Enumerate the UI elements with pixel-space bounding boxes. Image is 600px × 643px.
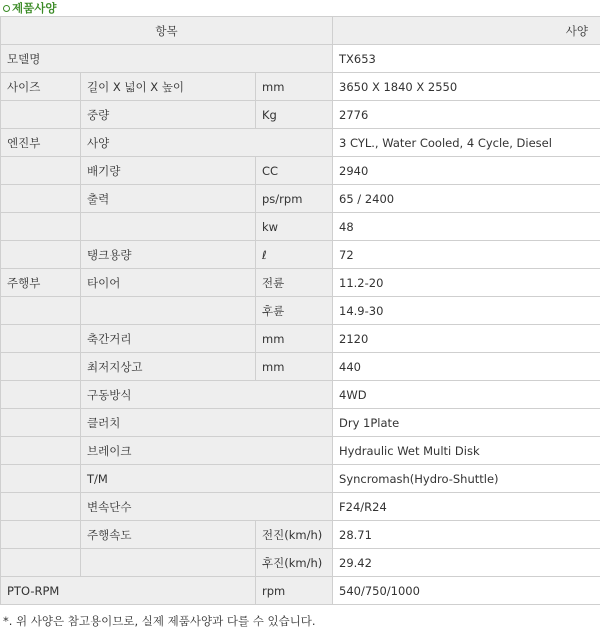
- row-value: 2776: [333, 101, 600, 129]
- table-row: [1, 73, 600, 101]
- row-group: [1, 521, 81, 549]
- row-group: [1, 297, 81, 325]
- table-row: [1, 549, 600, 577]
- row-value: 3650 X 1840 X 2550: [333, 73, 600, 101]
- row-label: 브레이크: [81, 437, 333, 465]
- row-unit: kw: [256, 213, 333, 241]
- row-group: [1, 185, 81, 213]
- row-group: [1, 157, 81, 185]
- table-row: [1, 297, 600, 325]
- row-value: 440: [333, 353, 600, 381]
- row-unit: ℓ: [256, 241, 333, 269]
- table-row: [1, 521, 600, 549]
- table-row: [1, 157, 600, 185]
- row-unit: ps/rpm: [256, 185, 333, 213]
- row-label: 타이어: [81, 269, 256, 297]
- table-row: [1, 353, 600, 381]
- row-unit: rpm: [256, 577, 333, 605]
- table-row: [1, 241, 600, 269]
- row-value: F24/R24: [333, 493, 600, 521]
- row-group: [1, 465, 81, 493]
- table-row: [1, 213, 600, 241]
- row-label: PTO-RPM: [1, 577, 256, 605]
- header-spec: 사양: [333, 17, 600, 45]
- row-value: 65 / 2400: [333, 185, 600, 213]
- row-unit: CC: [256, 157, 333, 185]
- circle-bullet-icon: [3, 5, 10, 12]
- section-title: [0, 0, 56, 16]
- row-group: 엔진부: [1, 129, 81, 157]
- row-group: 주행부: [1, 269, 81, 297]
- row-value: 28.71: [333, 521, 600, 549]
- row-unit: 후진(km/h): [256, 549, 333, 577]
- section-title-text: 제품사양: [12, 1, 57, 15]
- table-row: [1, 409, 600, 437]
- table-row: [1, 45, 600, 73]
- footnote: *. 위 사양은 참고용이므로, 실제 제품사양과 다를 수 있습니다.: [3, 614, 316, 628]
- row-value: 11.2-20: [333, 269, 600, 297]
- table-row: [1, 437, 600, 465]
- row-unit: mm: [256, 353, 333, 381]
- row-value: 540/750/1000: [333, 577, 600, 605]
- row-label: [81, 297, 256, 325]
- row-group: [1, 241, 81, 269]
- table-row: [1, 185, 600, 213]
- row-group: [1, 437, 81, 465]
- row-value: Syncromash(Hydro-Shuttle): [333, 465, 600, 493]
- row-label: T/M: [81, 465, 333, 493]
- table-header: [1, 17, 600, 45]
- table-row: [1, 325, 600, 353]
- row-label: 변속단수: [81, 493, 333, 521]
- row-label: 클러치: [81, 409, 333, 437]
- row-label: 축간거리: [81, 325, 256, 353]
- row-unit: 전진(km/h): [256, 521, 333, 549]
- row-value: 4WD: [333, 381, 600, 409]
- table-row: [1, 381, 600, 409]
- row-label: 최저지상고: [81, 353, 256, 381]
- table-row: [1, 101, 600, 129]
- row-value: 72: [333, 241, 600, 269]
- table-row: [1, 129, 600, 157]
- row-unit: Kg: [256, 101, 333, 129]
- row-group: [1, 549, 81, 577]
- row-value: Dry 1Plate: [333, 409, 600, 437]
- row-label: 모델명: [1, 45, 333, 73]
- row-group: [1, 381, 81, 409]
- row-group: [1, 325, 81, 353]
- row-group: [1, 353, 81, 381]
- row-label: 중량: [81, 101, 256, 129]
- row-label: 길이 X 넓이 X 높이: [81, 73, 256, 101]
- row-group: [1, 101, 81, 129]
- row-label: 구동방식: [81, 381, 333, 409]
- row-value: TX653: [333, 45, 600, 73]
- row-value: 2940: [333, 157, 600, 185]
- row-unit: 전륜: [256, 269, 333, 297]
- header-item: 항목: [1, 17, 333, 45]
- table-row: [1, 493, 600, 521]
- row-label: [81, 549, 256, 577]
- row-value: 48: [333, 213, 600, 241]
- row-value: 3 CYL., Water Cooled, 4 Cycle, Diesel: [333, 129, 600, 157]
- row-label: 배기량: [81, 157, 256, 185]
- row-group: [1, 409, 81, 437]
- table-row: [1, 577, 600, 605]
- row-value: 29.42: [333, 549, 600, 577]
- row-label: 출력: [81, 185, 256, 213]
- row-value: 2120: [333, 325, 600, 353]
- row-label: [81, 213, 256, 241]
- row-value: Hydraulic Wet Multi Disk: [333, 437, 600, 465]
- table-row: [1, 269, 600, 297]
- row-label: 탱크용량: [81, 241, 256, 269]
- row-value: 14.9-30: [333, 297, 600, 325]
- row-unit: 후륜: [256, 297, 333, 325]
- row-group: 사이즈: [1, 73, 81, 101]
- table-row: [1, 465, 600, 493]
- row-group: [1, 493, 81, 521]
- row-unit: mm: [256, 325, 333, 353]
- row-label: 사양: [81, 129, 333, 157]
- row-label: 주행속도: [81, 521, 256, 549]
- spec-table: [0, 16, 600, 605]
- row-group: [1, 213, 81, 241]
- row-unit: mm: [256, 73, 333, 101]
